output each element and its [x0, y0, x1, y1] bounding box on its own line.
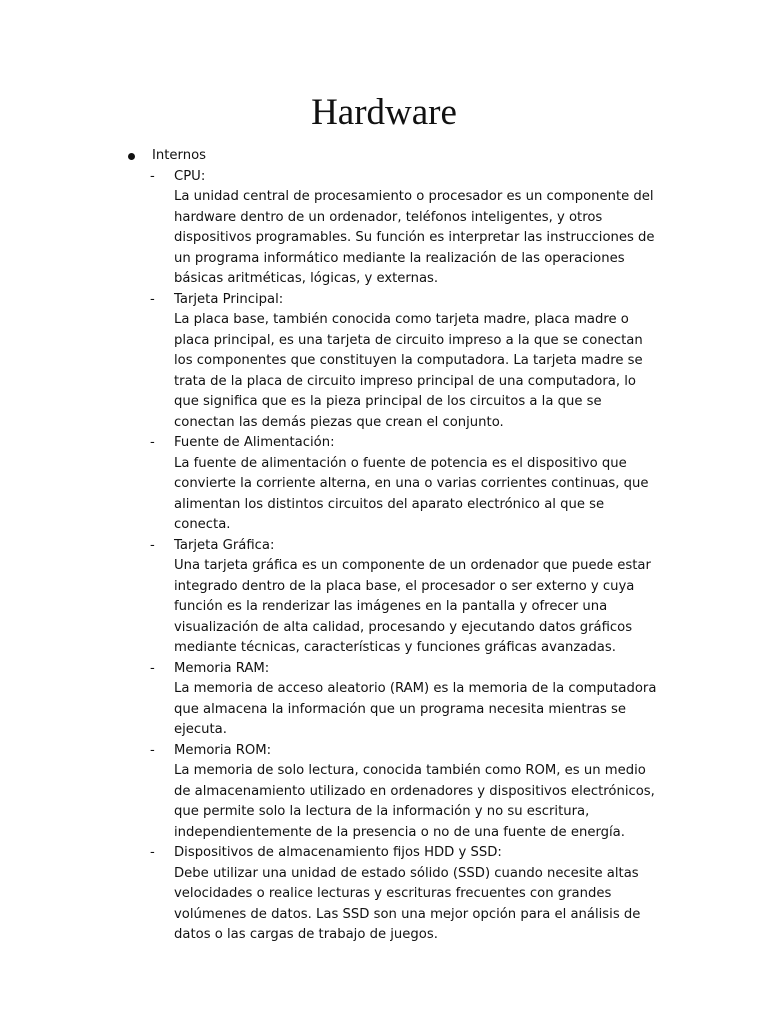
dash-icon: - — [150, 660, 155, 676]
item-title: Memoria RAM: — [174, 660, 270, 676]
item-text: Debe utilizar una unidad de estado sólido (SSD) cuando necesite altas velocidades o realice lecturas y escrituras frecuentes con grandes volúmenes de datos. Las SSD son una mejor opción para el análisis de datos o las cargas de trabajo de juegos. — [174, 865, 641, 942]
item-text: La memoria de solo lectura, conocida también como ROM, es un medio de almacenamiento utilizado en ordenadores y dispositivos electrónicos, que permite solo la lectura de la información y no su escritura, independientemente de la presencia o no de una fuente de energía. — [174, 763, 655, 840]
dash-icon: - — [150, 168, 155, 184]
list-item-memoria-rom — [150, 741, 662, 844]
item-text: La memoria de acceso aleatorio (RAM) es la memoria de la computadora que almacena la información que un programa necesita mientras se ejecuta. — [174, 681, 657, 737]
item-title: Tarjeta Gráfica: — [174, 537, 275, 553]
outer-item-label: Internos — [152, 148, 207, 163]
dash-icon: - — [150, 537, 155, 553]
dash-icon: - — [150, 435, 155, 450]
list-item-internos — [0, 146, 768, 946]
dash-icon: - — [150, 291, 155, 307]
item-title: CPU: — [174, 168, 206, 184]
item-text: La unidad central de procesamiento o procesador es un componente del hardware dentro de un ordenador, teléfonos inteligentes, y otros dispositivos programables. Su función es interpretar las instrucciones de un programa informático mediante la realización de las operaciones básicas aritméticas, lógicas, y externas. — [174, 189, 655, 286]
item-text: La fuente de alimentación o fuente de potencia es el dispositivo que convierte la corriente alterna, en una o varias corrientes continuas, que alimentan los distintos circuitos del aparato electrónico al que se conecta. — [174, 455, 649, 532]
list-item-tarjeta-grafica — [150, 536, 662, 659]
item-title: Dispositivos de almacenamiento fijos HDD y SSD: — [174, 845, 502, 860]
list-item-memoria-ram — [150, 659, 662, 741]
outer-list — [0, 146, 768, 946]
item-title: Tarjeta Principal: — [174, 291, 284, 307]
list-item-almacenamiento — [150, 843, 662, 946]
dash-icon: - — [150, 742, 155, 758]
document-title: Hardware — [311, 92, 457, 133]
list-item-cpu — [150, 167, 662, 290]
list-item-tarjeta-principal — [150, 290, 662, 434]
item-title: Fuente de Alimentación: — [174, 435, 335, 450]
list-item-fuente-alimentacion — [150, 433, 662, 536]
inner-list — [152, 167, 768, 946]
item-text: La placa base, también conocida como tarjeta madre, placa madre o placa principal, es una tarjeta de circuito impreso a la que se conectan los componentes que constituyen la computadora. La tarjeta madre se trata de la placa de circuito impreso principal de una computadora, lo que significa que es la pieza principal de los circuitos a la que se conectan las demás piezas que crean el conjunto. — [174, 312, 643, 430]
item-title: Memoria ROM: — [174, 742, 272, 758]
item-text: Una tarjeta gráfica es un componente de un ordenador que puede estar integrado dentro de la placa base, el procesador o ser externo y cuya función es la renderizar las imágenes en la pantalla y ofrecer una visualización de alta calidad, procesando y ejecutando datos gráficos mediante técnicas, características y funciones gráficas avanzadas. — [174, 558, 651, 655]
bullet-icon — [128, 153, 135, 160]
dash-icon: - — [150, 845, 155, 860]
